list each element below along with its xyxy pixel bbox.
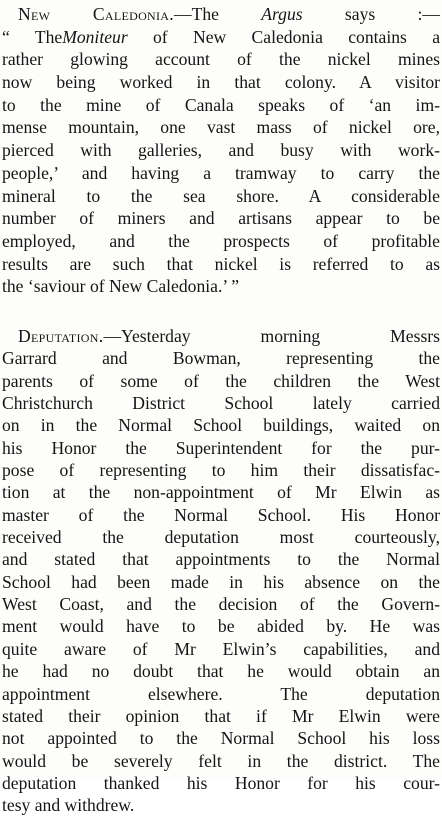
article-line: employed, and the prospects of profitable <box>2 230 440 251</box>
article-line: master of the Normal School. His Honor <box>2 504 440 525</box>
article-line: on in the Normal School buildings, waited on <box>2 415 440 436</box>
article-new-caledonia <box>2 3 440 298</box>
article-line: to the mine of Canala speaks of ‘an im- <box>2 94 440 115</box>
article-line: rather glowing account of the nickel mines <box>2 49 440 70</box>
article-line: tion at the non-appointment of Mr Elwin as <box>2 482 440 503</box>
article-heading: Deputation. <box>18 326 104 346</box>
article-deputation <box>2 325 440 817</box>
article-line: pierced with galleries, and busy with work- <box>2 140 440 161</box>
article-line: School had been made in his absence on the <box>2 571 440 592</box>
article-line: his Honor the Superintendent for the pur- <box>2 437 440 458</box>
article-line <box>2 26 440 49</box>
article-line: now being worked in that colony. A visitor <box>2 72 440 93</box>
article-line: ment would have to be abided by. He was <box>2 616 440 637</box>
article-line: deputation thanked his Honor for his cour- <box>2 772 440 793</box>
article-last-line: tesy and withdrew. <box>2 795 135 816</box>
article-line: mineral to the sea shore. A considerable <box>2 185 440 206</box>
article-line: received the deputation most courteously, <box>2 527 440 548</box>
heading-dash: —The <box>173 4 262 24</box>
article-line: would be severely felt in the district. The <box>2 750 440 771</box>
article-line: not appointed to the Normal School his loss <box>2 728 440 749</box>
article-line: parents of some of the children the West <box>2 370 440 391</box>
article-line: Garrard and Bowman, representing the <box>2 348 440 369</box>
article-first-line <box>2 3 440 26</box>
article-line: appointment elsewhere. The deputation <box>2 683 440 704</box>
source-says: says :— <box>302 4 440 24</box>
article-line: pose of representing to him their dissatisfac- <box>2 460 440 481</box>
article-line: number of miners and artisans appear to be <box>2 208 440 229</box>
article-line: and stated that appointments to the Normal <box>2 549 440 570</box>
article-line: West Coast, and the decision of the Govern- <box>2 594 440 615</box>
article-line: Christchurch District School lately carried <box>2 393 440 414</box>
article-heading: New Caledonia. <box>18 4 174 24</box>
line-text: of New Caledonia contains a <box>127 26 440 47</box>
article-line: quite aware of Mr Elwin’s capabilities, and <box>2 638 440 659</box>
article-line: results are such that nickel is referred to as <box>2 253 440 274</box>
quote-open: “ The <box>2 26 63 47</box>
article-line: he had no doubt that he would obtain an <box>2 661 440 682</box>
article-first-line <box>2 325 440 347</box>
source-name: Argus <box>261 4 303 24</box>
article-line: people,’ and having a tramway to carry the <box>2 162 440 183</box>
article-last-line: the ‘saviour of New Caledonia.’ ” <box>2 276 240 297</box>
newspaper-name: Moniteur <box>62 26 128 47</box>
line-text: —Yesterday morning Messrs <box>103 326 440 346</box>
article-line: mense mountain, one vast mass of nickel ore, <box>2 117 440 138</box>
article-line: stated their opinion that if Mr Elwin were <box>2 705 440 726</box>
